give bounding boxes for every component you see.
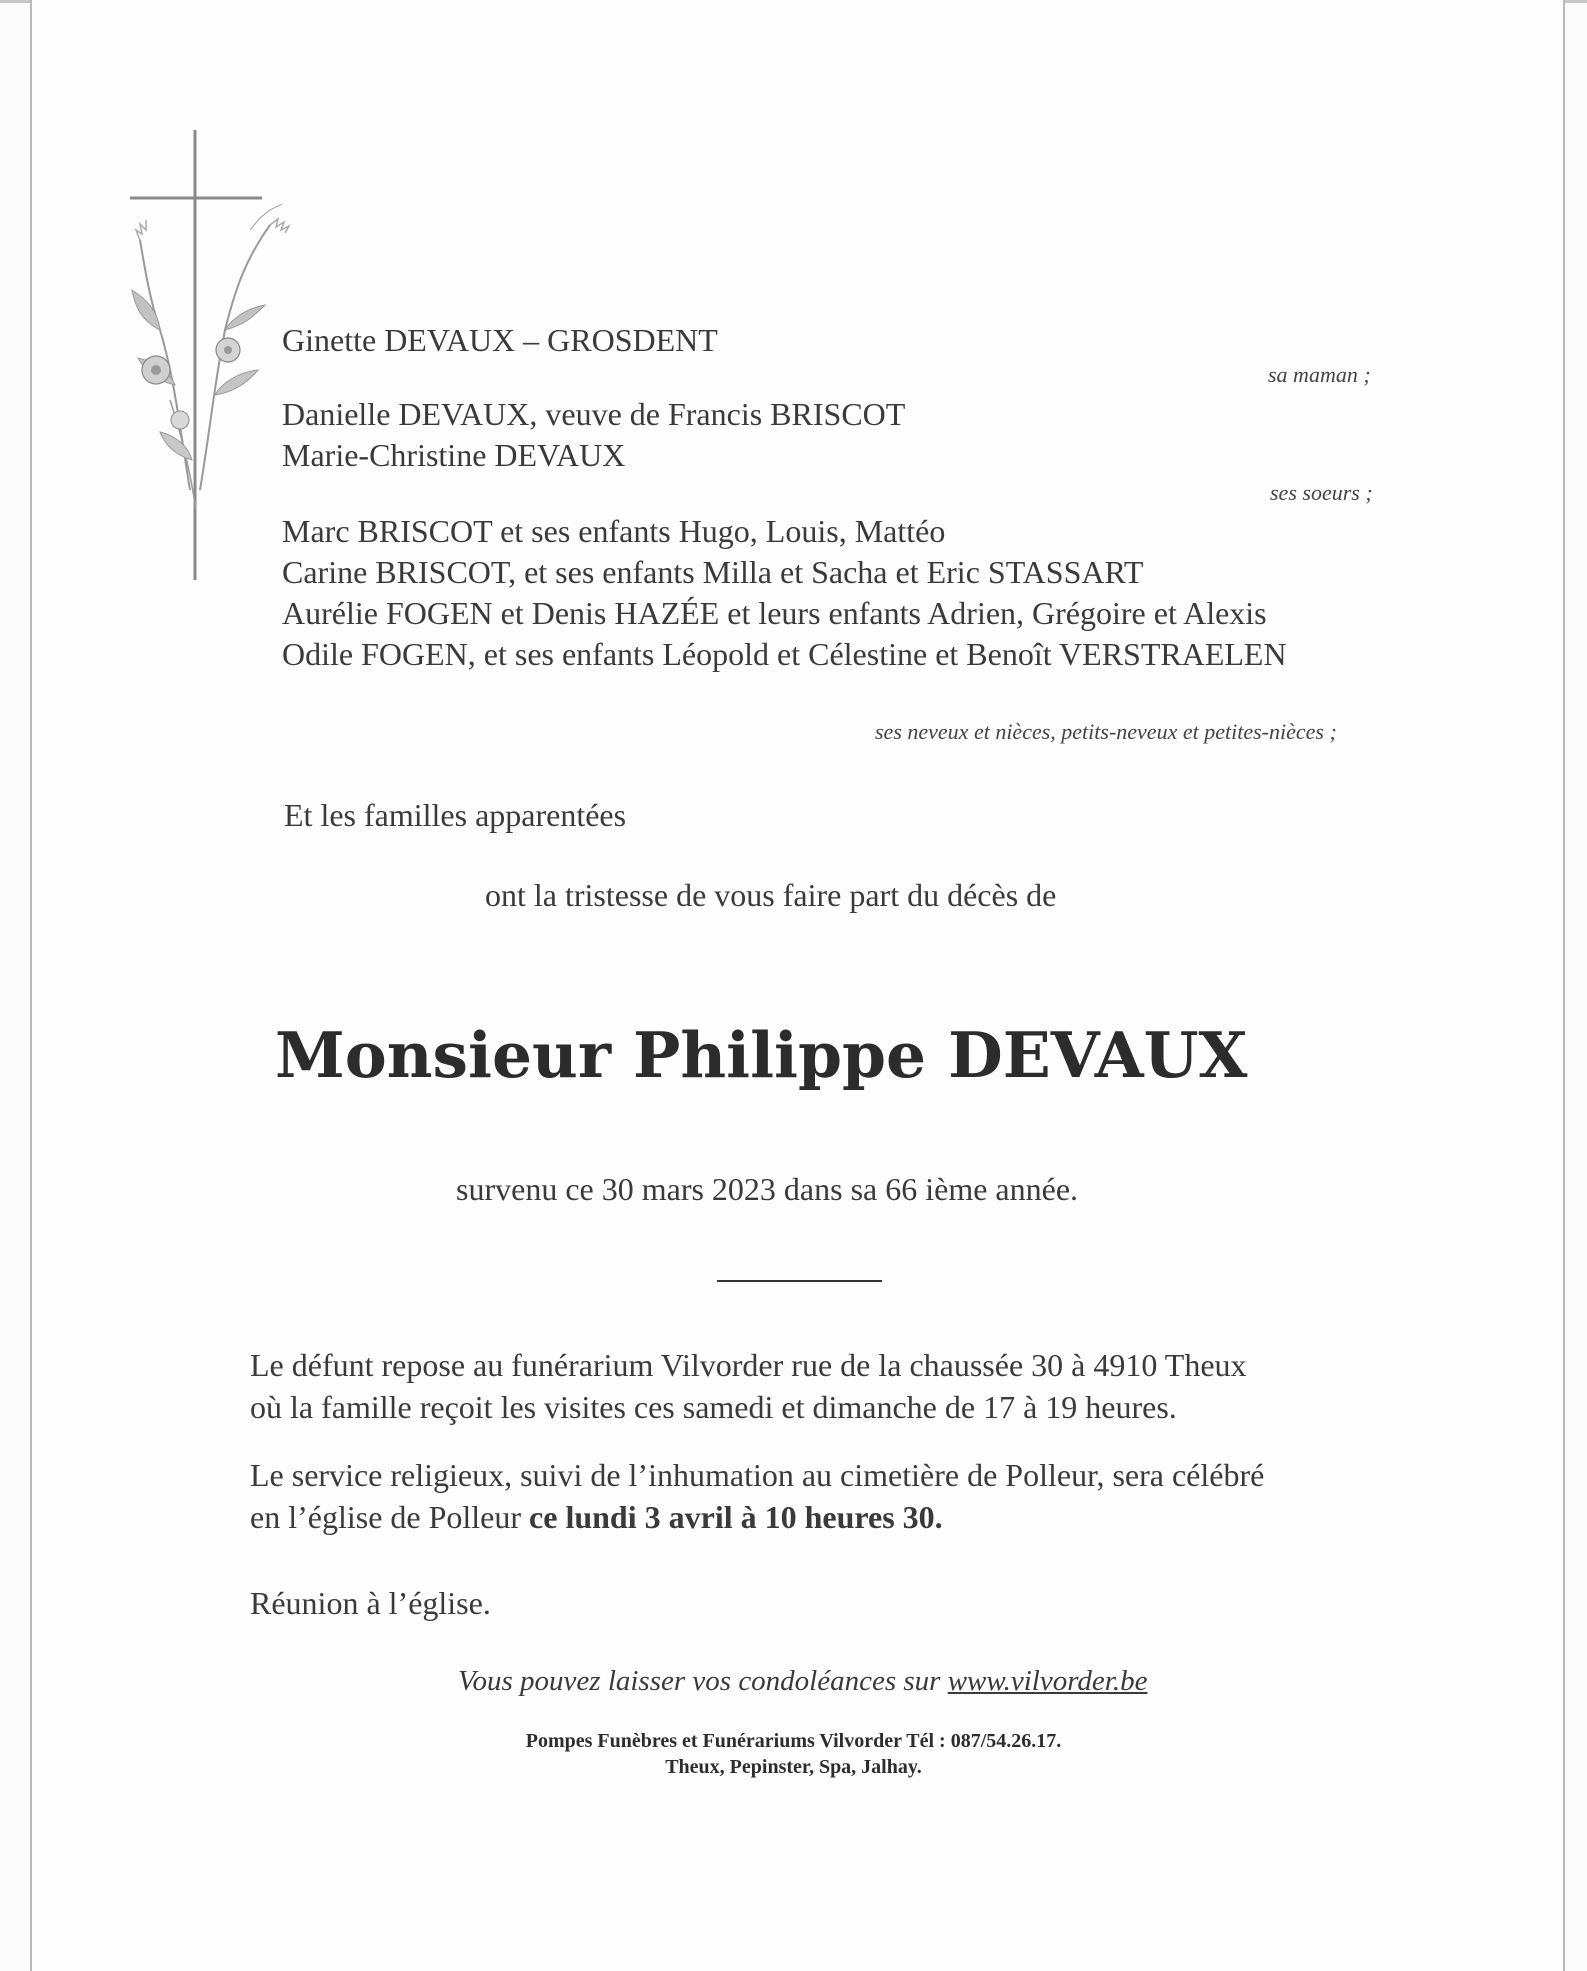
service-line-1: Le service religieux, suivi de l’inhumation au cimetière de Polleur, sera célébré bbox=[250, 1457, 1265, 1493]
cross-with-flowers-icon bbox=[120, 130, 300, 590]
nephew-line-2: Carine BRISCOT, et ses enfants Milla et Sacha et Eric STASSART bbox=[282, 554, 1144, 590]
funeral-home-line-1: Pompes Funèbres et Funérariums Vilvorder Tél : 087/54.26.17. bbox=[525, 1730, 1062, 1752]
sisters-role: ses soeurs ; bbox=[1270, 480, 1373, 505]
section-divider bbox=[717, 1280, 882, 1282]
service-datetime: ce lundi 3 avril à 10 heures 30. bbox=[529, 1499, 943, 1535]
funeral-home-line-2: Theux, Pepinster, Spa, Jalhay. bbox=[665, 1756, 922, 1778]
rest-location-line-1: Le défunt repose au funérarium Vilvorder rue de la chaussée 30 à 4910 Theux bbox=[250, 1347, 1247, 1383]
mother-role: sa maman ; bbox=[1268, 362, 1371, 387]
nephew-line-1: Marc BRISCOT et ses enfants Hugo, Louis, Mattéo bbox=[282, 513, 946, 549]
rest-location-line-2: où la famille reçoit les visites ces samedi et dimanche de 17 à 19 heures. bbox=[250, 1389, 1177, 1425]
announcement-intro: ont la tristesse de vous faire part du décès de bbox=[485, 877, 1057, 913]
service-line-2 bbox=[250, 1499, 943, 1536]
condolences-line bbox=[458, 1665, 1147, 1698]
condolences-link[interactable]: www.vilvorder.be bbox=[947, 1665, 1148, 1697]
service-line-2-prefix: en l’église de Polleur bbox=[250, 1499, 530, 1535]
meeting-note: Réunion à l’église. bbox=[250, 1585, 491, 1621]
related-families: Et les familles apparentées bbox=[284, 797, 627, 833]
sister-name-2: Marie-Christine DEVAUX bbox=[282, 437, 626, 473]
nephew-line-3: Aurélie FOGEN et Denis HAZÉE et leurs enfants Adrien, Grégoire et Alexis bbox=[282, 595, 1267, 631]
nephews-role: ses neveux et nièces, petits-neveux et petites-nièces ; bbox=[875, 719, 1337, 744]
nephew-line-4: Odile FOGEN, et ses enfants Léopold et Célestine et Benoît VERSTRAELEN bbox=[282, 636, 1287, 672]
death-date-line: survenu ce 30 mars 2023 dans sa 66 ième année. bbox=[456, 1171, 1079, 1207]
condolences-text: Vous pouvez laisser vos condoléances sur bbox=[458, 1665, 948, 1697]
sister-name-1: Danielle DEVAUX, veuve de Francis BRISCOT bbox=[282, 396, 906, 432]
deceased-name: Monsieur Philippe DEVAUX bbox=[275, 1018, 1248, 1092]
mother-name: Ginette DEVAUX – GROSDENT bbox=[282, 322, 718, 358]
